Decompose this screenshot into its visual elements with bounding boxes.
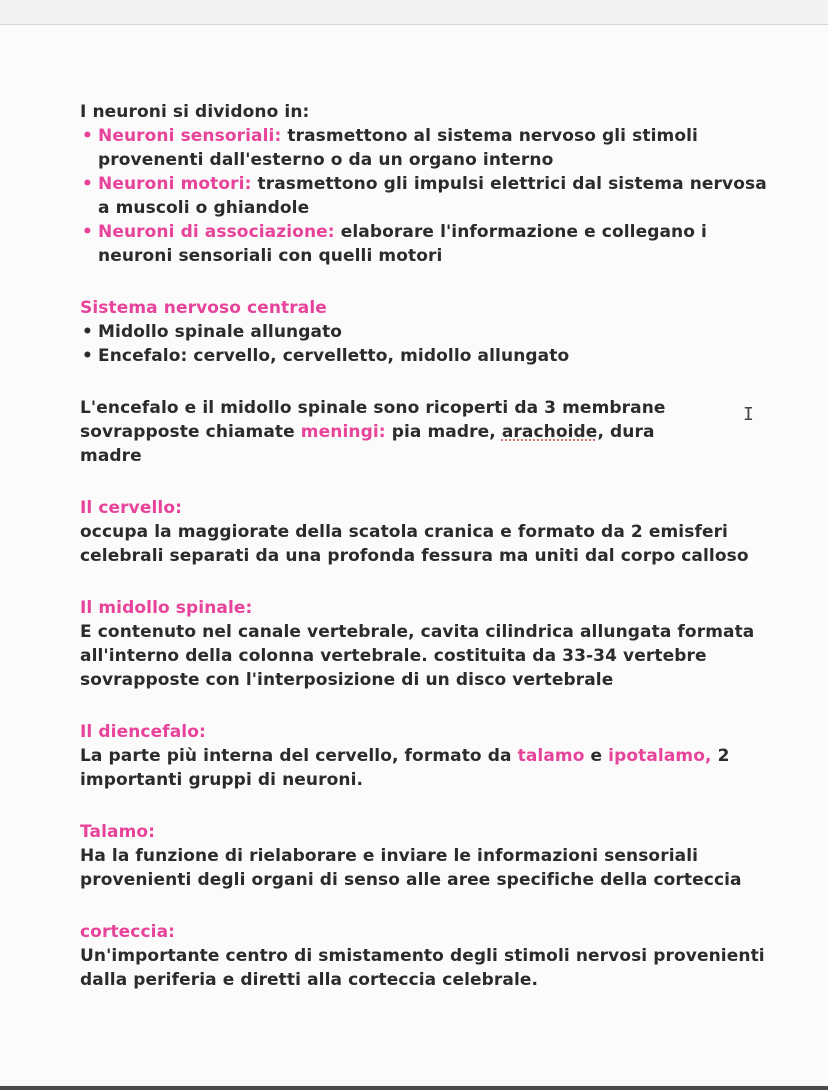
midollo-heading: Il midollo spinale:	[80, 598, 253, 618]
meningi-text-post: , dura madre	[80, 422, 655, 466]
cervello-text: occupa la maggiorate della scatola cranica e formato da 2 emisferi celebrali separati da una profonda fessura ma uniti dal corpo calloso	[80, 522, 749, 566]
list-item: • Encefalo: cervello, cervelletto, midollo allungato	[80, 344, 770, 368]
talamo-section	[80, 820, 770, 892]
snc-section	[80, 296, 770, 368]
term-neuroni-motori: Neuroni motori:	[98, 174, 252, 194]
term-neuroni-sensoriali: Neuroni sensoriali:	[98, 126, 282, 146]
definition-text: trasmettono gli impulsi elettrici dal sistema nervosa a muscoli o ghiandole	[98, 174, 767, 218]
cervello-heading: Il cervello:	[80, 498, 183, 518]
diencefalo-text-post: 2 importanti gruppi di neuroni.	[80, 746, 730, 790]
diencefalo-section	[80, 720, 770, 792]
corteccia-heading: corteccia:	[80, 922, 176, 942]
notes-content[interactable]	[80, 100, 770, 992]
list-item: • Midollo spinale allungato	[80, 320, 770, 344]
term-ipotalamo: ipotalamo,	[608, 746, 712, 766]
neuron-types-title: I neuroni si dividono in:	[80, 102, 310, 122]
cervello-section	[80, 496, 770, 568]
midollo-text: E contenuto nel canale vertebrale, cavita cilindrica allungata formata all'interno della colonna vertebrale. costituita da 33-34 vertebre sovrapposte con l'interposizione di un disco vertebrale	[80, 622, 755, 690]
talamo-heading: Talamo:	[80, 822, 156, 842]
spellcheck-word: arachoide	[501, 422, 598, 442]
diencefalo-text-mid: e	[584, 746, 609, 766]
diencefalo-heading: Il diencefalo:	[80, 722, 206, 742]
term-neuroni-associazione: Neuroni di associazione:	[98, 222, 335, 242]
term-talamo: talamo	[517, 746, 585, 766]
term-meningi: meningi:	[300, 422, 386, 442]
neuron-types-section	[80, 100, 770, 268]
meningi-text: L'encefalo e il midollo spinale sono ricoperti da 3 membrane sovrapposte chiamate	[80, 398, 666, 442]
diencefalo-text	[80, 744, 770, 792]
corteccia-section	[80, 920, 770, 992]
midollo-section	[80, 596, 770, 692]
corteccia-text: Un'importante centro di smistamento degli stimoli nervosi provenienti dalla periferia e diretti alla corteccia celebrale.	[80, 946, 765, 990]
text-cursor-icon: I	[743, 404, 754, 425]
definition-text: trasmettono al sistema nervoso gli stimoli provenenti dall'esterno o da un organo interno	[98, 126, 698, 170]
meningi-text-mid: pia madre,	[385, 422, 502, 442]
page-bottom-edge	[0, 1086, 828, 1090]
diencefalo-text-pre: La parte più interna del cervello, formato da	[80, 746, 518, 766]
meningi-section	[80, 396, 770, 468]
list-item	[80, 220, 770, 268]
neuron-types-list	[80, 124, 770, 268]
definition-text: elaborare l'informazione e collegano i neuroni sensoriali con quelli motori	[98, 222, 707, 266]
list-item	[80, 124, 770, 172]
talamo-text: Ha la funzione di rielaborare e inviare le informazioni sensoriali provenienti degli organi di senso alle aree specifiche della corteccia	[80, 846, 742, 890]
snc-heading: Sistema nervoso centrale	[80, 298, 327, 318]
list-item	[80, 172, 770, 220]
snc-list	[80, 320, 770, 368]
